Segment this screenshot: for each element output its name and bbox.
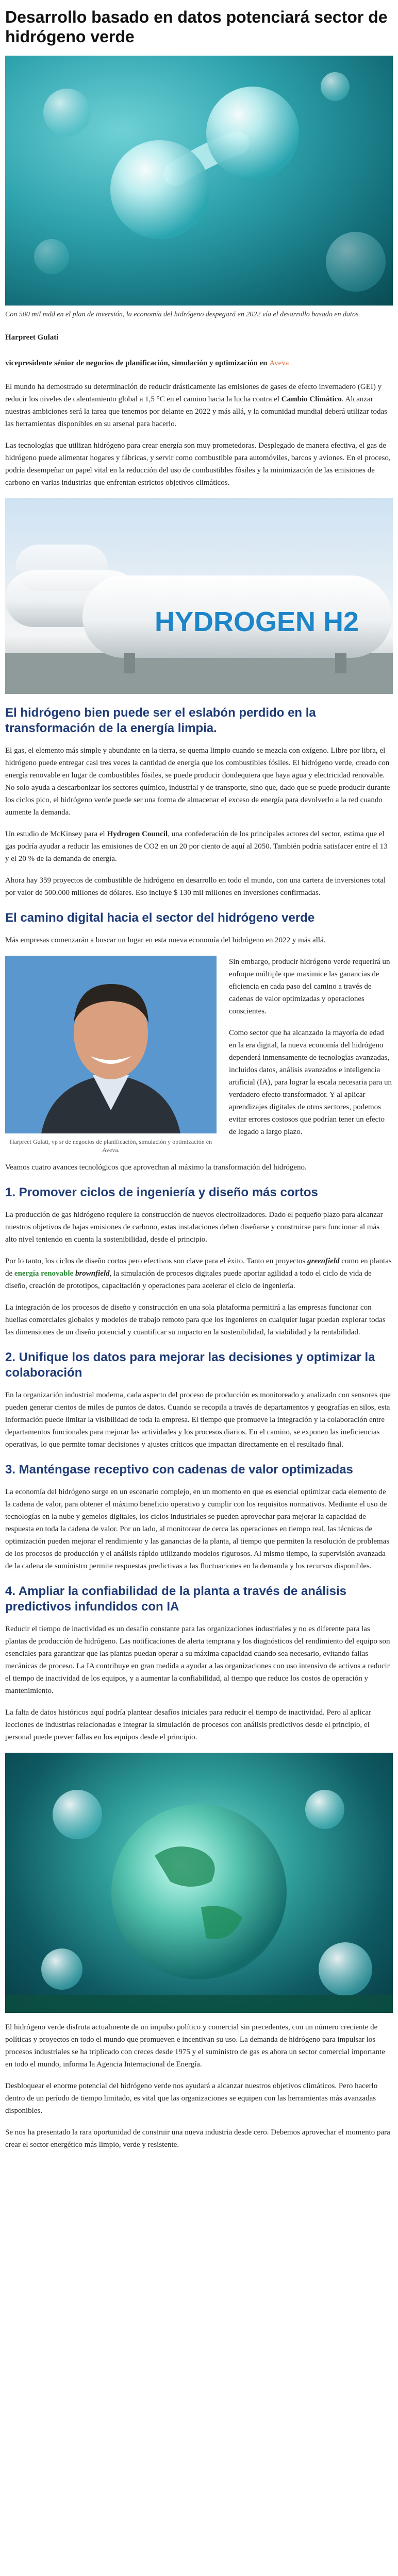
intro-text-a: El mundo ha demostrado su determinación de reducir drásticamente las emisiones de gases de efecto invernadero (GEI) y reducir los niveles de calentamiento global a 1,5 °C en el camino hacia la lucha contra el xyxy=(5,383,382,403)
author-role-text: vicepresidente sénior de negocios de planificación, simulación y optimización en xyxy=(5,359,270,367)
author-role xyxy=(5,357,393,369)
intro-paragraph-2: Las tecnologías que utilizan hidrógeno para crear energía son muy prometedoras. Desplegado de manera efectiva, el gas de hidrógeno puede alimentar hogares y fábricas, y servir como combustible para automóviles, barcos y aviones. En el proceso, podría desempeñar un papel vital en la reducción del uso de combustibles fósiles y la minimización de las emisiones de carbono en varias industrias que enfrentan estrictos objetivos climáticos. xyxy=(5,442,391,487)
section-heading-reliability: 4. Ampliar la confiabilidad de la planta a través de análisis predictivos infundidos con IA xyxy=(5,1584,347,1614)
paragraph-unlock-potential: Desbloquear el enorme potencial del hidrógeno verde nos ayudará a alcanzar nuestros objetivos climáticos. Pero hacerlo dentro de un período de tiempo limitado, es vital que las organizaciones se equipen con las herramientas más avanzadas disponibles. xyxy=(5,2082,378,2115)
p11-text-c: , la simulación de procesos digitales puede aportar agilidad a todo el ciclo de vida de diseño, creación de prototipos, capacitación y operaciones para acelerar el ciclo de ingeniería. xyxy=(5,1269,372,1290)
article-title: Desarrollo basado en datos potenciará sector de hidrógeno verde xyxy=(5,8,388,46)
p4-text-a: Un estudio de McKinsey para el xyxy=(5,830,107,838)
intro-paragraph-1 xyxy=(5,381,393,430)
paragraph-integration: La integración de los procesos de diseño y construcción en una sola plataforma permitirá a las empresas funcionar con huellas comerciales globales y modelos de trabajo remoto para que los ingenieros en cualquier lugar puedan explorar todas las dimensiones de un diseño potencial y cuantificar su impacto en la sostenibilidad, la viabilidad y la rentabilidad. xyxy=(5,1303,386,1336)
hero-figure xyxy=(5,56,393,320)
globe-icon xyxy=(5,1753,393,2013)
p4-text-b: , una confederación de los principales actores del sector, estima que el gas podría ayudar a reducir las emisiones de CO2 en un 20 por ciento de aquí al 2050. También podría satisfacer entre el 13 y el 20 % de la demanda de energía. xyxy=(5,830,388,863)
paragraph-momentum: El hidrógeno verde disfruta actualmente de un impulso político y comercial sin precedentes, con un número creciente de políticas y proyectos en todo el mundo que promueven e incentivan su uso. La demanda de hidrógeno para impulsar los procesos industriales se ha triplicado con creces desde 1975 y el suministro de gas es ahora un sector comercial importante en todo el mundo, informa la Agencia Internacional de Energía. xyxy=(5,2023,385,2069)
section-heading-unify-data: 2. Unifique los datos para mejorar las decisiones y optimizar la colaboración xyxy=(5,1350,375,1380)
paragraph-sensors: En la organización industrial moderna, cada aspecto del proceso de producción es monitoreado y analizado con sensores que pueden generar cientos de miles de puntos de datos. Cuando se recopila a través de departamentos y geografías en silos, esta información puede limitar la visibilidad de toda la empresa. El tiempo que promueve la integración y la colaboración entre departamentos funcionales para mejorar las actividades y los procesos diarios. En el camino, se exponen las ineficiencias operativas, lo que permite tomar decisiones y ajustes críticos que impactan directamente en el resultado final. xyxy=(5,1391,391,1449)
paragraph-historical-data: La falta de datos históricos aquí podría plantear desafíos iniciales para reducir el tiempo de inactividad. Pero al aplicar lecciones de industrias relacionadas e integrar la simulación de procesos con análisis predictivos desde el principio, el personal puede prever fallas en los equipos desde el principio. xyxy=(5,1708,372,1741)
p11-text-b: como en plantas de xyxy=(5,1257,392,1278)
paragraph-multiple-approach: Sin embargo, producir hidrógeno verde requerirá un enfoque múltiple que maximice las ganancias de eficiencia en cada paso del camino a través de cadenas de valor optimizadas y operaciones conscientes. xyxy=(229,958,390,1015)
tank-label: HYDROGEN H2 xyxy=(155,606,359,637)
greenfield-term: greenfield xyxy=(307,1257,340,1265)
hydrogen-molecule-image xyxy=(5,56,393,306)
climate-change-link[interactable]: Cambio Climático xyxy=(281,395,342,403)
paragraph-rare-opportunity: Se nos ha presentado la rara oportunidad de construir una nueva industria desde cero. Debemos aprovechar el momento para crear el sector energético más limpio, verde y resistente. xyxy=(5,2128,390,2149)
author-portrait-image xyxy=(5,956,217,1133)
section-heading-digital-path: El camino digital hacia el sector del hidrógeno verde xyxy=(5,911,315,925)
hydrogen-tanks-image xyxy=(5,498,393,694)
section-heading-value-chains: 3. Manténgase receptivo con cadenas de valor optimizadas xyxy=(5,1463,353,1477)
section-heading-design-cycles: 1. Promover ciclos de ingeniería y diseño más cortos xyxy=(5,1185,318,1199)
green-energy-globe-image xyxy=(5,1753,393,2013)
section-heading-missing-link: El hidrógeno bien puede ser el eslabón perdido en la transformación de la energía limpia. xyxy=(5,706,316,735)
paragraph-more-companies: Más empresas comenzarán a buscar un lugar en esta nueva economía del hidrógeno en 2022 y más allá. xyxy=(5,936,326,944)
portrait-section xyxy=(5,956,393,1161)
paragraph-digital-era: Como sector que ha alcanzado la mayoría de edad en la era digital, la nueva economía del hidrógeno dependerá inmensamente de tecnologías avanzadas, incluidos datos, análisis avanzados e inteligencia artificial (IA), para lograr la escala necesaria para un verdadero efecto transformador. Y al aplicar aprendizajes digitales de otros sectores, podemos evitar errores costosos que podrían tener un efecto de legado a largo plazo. xyxy=(229,1029,392,1136)
author-name: Harpreet Gulati xyxy=(5,333,59,342)
hero-caption: Con 500 mil mdd en el plan de inversión, la economía del hidrógeno despegará en 2022 vía el desarrollo basado en datos xyxy=(5,311,359,318)
brownfield-term: brownfield xyxy=(73,1269,110,1278)
hydrogen-tank-icon xyxy=(5,498,393,694)
author-portrait-icon xyxy=(5,956,217,1133)
hydrogen-council-link[interactable]: Hydrogen Council xyxy=(107,830,168,838)
portrait-caption: Harpreet Gulati, vp sr de negocios de planificación, simulación y optimización en Aveva. xyxy=(9,1138,212,1154)
paragraph-gas-properties: El gas, el elemento más simple y abundante en la tierra, se quema limpio cuando se mezcla con oxígeno. Libre por libra, el hidrógeno puede entregar casi tres veces la cantidad de energía que los combustibles fósiles. El hidrógeno verde, creado con energía renovable en lugar de combustibles fósiles, se puede producir dondequiera que haya agua y electricidad renovable. No solo ayuda a descarbonizar los sectores químico, industrial y de transporte, sino que, dado que se puede producir durante los ciclos pico, el hidrógeno verde puede ser una forma de almacenar el exceso de energía para devolverlo a la red cuando aumente la demanda. xyxy=(5,747,390,817)
tanks-figure xyxy=(5,498,393,694)
p11-text-a: Por lo tanto, los ciclos de diseño cortos pero efectivos son clave para el éxito. Tanto en proyectos xyxy=(5,1257,308,1265)
world-figure xyxy=(5,1753,393,2013)
paragraph-projects: Ahora hay 359 proyectos de combustible de hidrógeno en desarrollo en todo el mundo, con una cartera de inversiones total por valor de 500.000 millones de dólares. Eso incluye $ 130 mil millones en inversiones confirmadas. xyxy=(5,876,386,897)
paragraph-value-chain: La economía del hidrógeno surge en un escenario complejo, en un momento en que es esencial optimizar cada elemento de la cadena de valor, para obtener el máximo beneficio operativo y cumplir con los requisitos normativos. Mediante el uso de tecnologías en la nube y gemelos digitales, los ciclos industriales se pueden aprovechar para mejorar la capacidad de respuesta en toda la cadena de valor. Por un lado, al monitorear de cerca las operaciones en tiempo real, las técnicas de optimización pueden mejorar el rendimiento y las ganancias de la planta, al tiempo que permiten la resolución de problemas de los procesos de producción y el análisis rápido utilizando modelos rigurosos. Al mismo tiempo, la supervisión avanzada de la cadena de suministro permite respuestas predictivas a las fluctuaciones en la demanda y los recursos disponibles. xyxy=(5,1488,390,1570)
paragraph-four-advances: Veamos cuatro avances tecnológicos que aprovechan al máximo la transformación del hidrógeno. xyxy=(5,1163,307,1172)
paragraph-electrolyzers: La producción de gas hidrógeno requiere la construcción de nuevos electrolizadores. Dado el pequeño plazo para alcanzar nuestros objetivos de bajas emisiones de carbono, estas instalaciones deben diseñarse y construirse para funcionar al más alto nivel teniendo en cuenta la sostenibilidad, desde el principio. xyxy=(5,1211,383,1244)
portrait-figure xyxy=(5,956,217,1154)
renewable-energy-link[interactable]: energía renovable xyxy=(14,1269,74,1278)
paragraph-downtime: Reducir el tiempo de inactividad es un desafío constante para las organizaciones industriales y no es diferente para las plantas de producción de hidrógeno. Las notificaciones de alerta temprana y los diagnósticos del rendimiento del equipo son esenciales para garantizar que las plantas puedan operar a su máxima capacidad cuando sea necesario, evitando fallas mecánicas de proceso. La IA contribuye en gran medida a ayudar a las organizaciones con uso intensivo de activos a reducir el tiempo de inactividad de los equipos, y a aumentar la confiabilidad, al tiempo que reduce los costos de operación y mantenimiento. xyxy=(5,1625,390,1695)
intro-text-b: . Alcanzar nuestras ambiciones será la tarea que tenemos por delante en 2022 y más allá, y la comunidad mundial deberá utilizar todas las herramientas disponibles en su arsenal para hacerlo. xyxy=(5,395,387,428)
aveva-link[interactable]: Aveva xyxy=(269,359,289,367)
paragraph-mckinsey xyxy=(5,828,393,865)
paragraph-short-cycles xyxy=(5,1255,393,1292)
hydrogen-molecule-icon xyxy=(5,56,393,306)
